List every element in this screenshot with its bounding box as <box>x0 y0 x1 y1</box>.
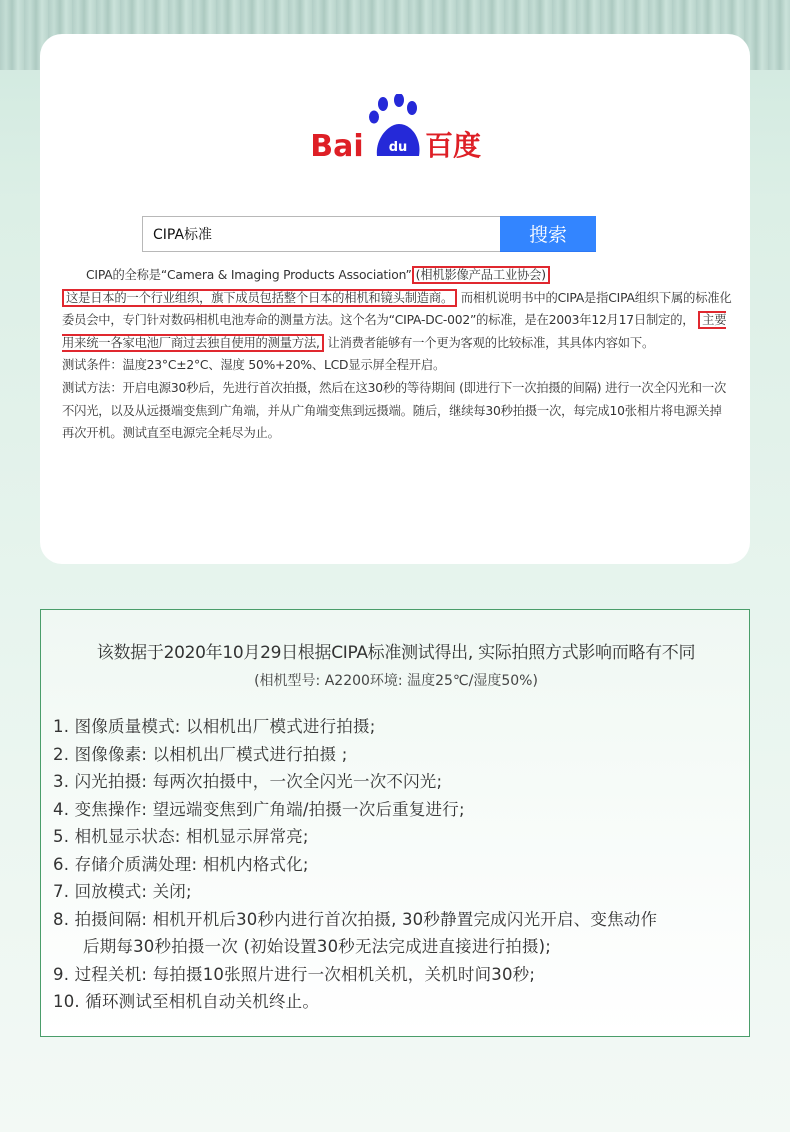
test-notice-box <box>40 609 750 1037</box>
list-item: 4. 变焦操作: 望远端变焦到广角端/拍摄一次后重复进行; <box>53 799 465 819</box>
test-conditions: 测试条件：温度23°C±2°C、湿度 50%+20%、LCD显示屏全程开启。 <box>62 358 446 373</box>
search-result-card <box>40 34 750 564</box>
search-input[interactable] <box>142 216 500 252</box>
cipa-full-name: CIPA的全称是“Camera & Imaging Products Association” <box>86 268 412 282</box>
logo-paw-text: du <box>388 140 408 155</box>
logo-text-left: Bai <box>310 129 364 164</box>
list-item: 5. 相机显示状态: 相机显示屏常亮; <box>53 827 309 846</box>
list-item: 1. 图像质量模式: 以相机出厂模式进行拍摄; <box>53 717 376 736</box>
test-steps-list <box>53 713 743 1016</box>
list-item: 3. 闪光拍摄: 每两次拍摄中，一次全闪光一次不闪光; <box>53 772 443 791</box>
list-item-continuation: 后期每30秒拍摄一次 (初始设置30秒无法完成进直接进行拍摄); <box>83 937 552 956</box>
notice-subtitle: (相机型号: A2200环境: 温度25℃/湿度50%) <box>254 673 538 689</box>
highlight-organization: 这是日本的一个行业组织，旗下成员包括整个日本的相机和镜头制造商。 <box>62 289 457 307</box>
highlight-association-name: (相机影像产品工业协会) <box>412 266 550 284</box>
list-item: 8. 拍摄间隔: 相机开机后30秒内进行首次拍摄, 30秒静置完成闪光开启、变焦动作 <box>53 909 658 929</box>
list-item: 9. 过程关机: 每拍摄10张照片进行一次相机关机，关机时间30秒; <box>53 964 536 984</box>
logo-text-right: 百度 <box>424 129 482 162</box>
description-body: 而相机说明书中的CIPA是指CIPA组织下属的标准化委员会中，专门针对数码相机电池寿命的测量方法。这个名为“CIPA-DC-002”的标准，是在2003年12月17日制定的， <box>62 290 732 328</box>
baidu-logo <box>40 94 750 194</box>
search-bar <box>142 216 596 254</box>
highlight-purpose: 主要用来统一各家电池厂商过去独自使用的测量方法, <box>62 313 727 350</box>
test-method: 测试方法：开启电源30秒后，先进行首次拍摄，然后在这30秒的等待期间 (即进行下一次拍摄的间隔) 进行一次全闪光和一次不闪光，以及从远摄端变焦到广角端，并从广角端变焦到远摄端。随后，继续每30秒拍摄一次，每完成10张相片将电源关掉再次开机。测试直至电源完全耗尽为止。 <box>62 380 727 441</box>
cipa-description <box>62 264 732 445</box>
list-item: 10. 循环测试至相机自动关机终止。 <box>53 992 320 1011</box>
list-item: 2. 图像像素: 以相机出厂模式进行拍摄 ; <box>53 744 348 764</box>
baidu-logo-graphic <box>295 94 495 194</box>
list-item: 7. 回放模式: 关闭; <box>53 882 192 901</box>
description-tail: 让消费者能够有一个更为客观的比较标准，其具体内容如下。 <box>327 335 655 350</box>
list-item: 6. 存储介质满处理: 相机内格式化; <box>53 854 309 874</box>
search-button[interactable]: 搜索 <box>500 216 596 252</box>
notice-title: 该数据于2020年10月29日根据CIPA标准测试得出, 实际拍照方式影响而略有不同 <box>96 643 696 663</box>
